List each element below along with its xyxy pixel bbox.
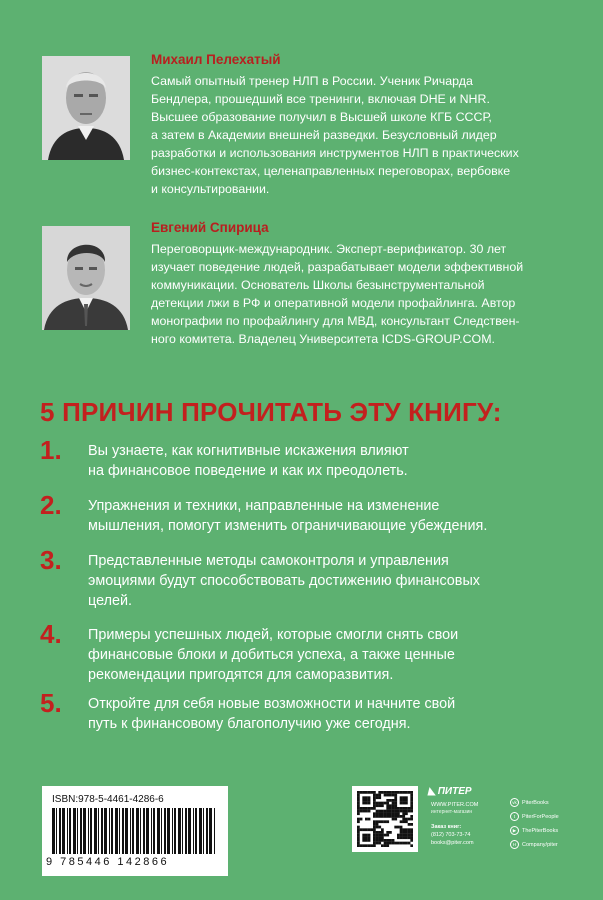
reason-line: Упражнения и техники, направленные на изменение [88,498,440,514]
reason-line: путь к финансовому благополучию уже сегодня. [88,716,411,732]
author-bio-line: а затем в Академии внешней разведки. Безусловный лидер [151,128,497,142]
publisher-store: интернет-магазин [431,809,473,815]
publisher-logo [428,786,472,797]
order-phone: (812) 703-73-74 [431,832,471,838]
author-bio-line: разработки и использования инструментов НЛП в практических [151,146,519,160]
barcode [42,786,228,876]
author-bio-line: и консультировании. [151,182,270,196]
reason-line: Примеры успешных людей, которые смогли снять свои [88,627,459,643]
social-label: PiterForPeople [522,813,559,820]
reason-line: рекомендации пригодятся для саморазвития. [88,667,394,683]
reason-text [88,551,563,611]
author-photo-2 [42,226,130,330]
social-link-telegram[interactable] [510,812,559,822]
author-bio-line: бизнес-контекстах, целенаправленных переговорах, вербовке [151,164,511,178]
author-photo-1 [42,56,130,160]
order-label: Заказ книг: [431,824,462,830]
telegram-icon: t [510,812,519,821]
piter-logo-icon: ◣ [428,786,436,797]
social-label: PiterBooks [522,799,549,806]
reason-line: финансовые блоки и добиться успеха, а также ценные [88,647,455,663]
reasons-title: 5 ПРИЧИН ПРОЧИТАТЬ ЭТУ КНИГУ: [40,397,502,427]
author-bio-line: ного комитета. Владелец Университета ICDS-GROUP.COM. [151,332,495,346]
reason-text [88,441,563,481]
habr-icon: H [510,840,519,849]
author-bio-line: коммуникации. Основатель Школы безынструментальной [151,278,485,292]
author-bio-line: Бендлера, прошедший все тренинги, включая DHE и NHR. [151,92,490,106]
author-bio-line: изучает поведение людей, разрабатывает модели эффективной [151,260,524,274]
author-bio-1 [151,72,571,198]
reason-text [88,625,563,685]
reason-line: Откройте для себя новые возможности и начните свой [88,696,456,712]
author-bio-line: Высшее образование получил в Высшей школе КГБ СССР, [151,110,492,124]
social-link-habr[interactable] [510,840,558,850]
barcode-icon [50,808,220,856]
reason-line: Представленные методы самоконтроля и управления [88,553,449,569]
social-label: Company/piter [522,841,558,848]
order-email[interactable]: books@piter.com [431,840,474,846]
reason-number: 1. [40,435,62,465]
reason-line: эмоциями будут способствовать достижению финансовых [88,573,480,589]
author-name-2: Евгений Спирица [151,220,269,235]
publisher-site[interactable]: WWW.PITER.COM [431,802,479,808]
social-link-youtube[interactable] [510,826,558,836]
reason-number: 5. [40,688,62,718]
barcode-digits: 9 785446 142866 [46,856,170,868]
reason-number: 4. [40,619,62,649]
portrait-icon [42,226,130,330]
author-bio-2 [151,240,571,348]
youtube-icon: ▶ [510,826,519,835]
author-bio-line: монографии по профайлингу для МВД, консультант Следствен- [151,314,520,328]
qr-code [352,786,418,852]
author-name-1: Михаил Пелехатый [151,52,281,67]
author-bio-line: детекции лжи в РФ и оперативной модели профайлинга. Автор [151,296,516,310]
reason-line: на финансовое поведение и как их преодолеть. [88,463,408,479]
isbn-label: ISBN:978-5-4461-4286-6 [52,794,164,805]
reason-text [88,694,563,734]
reason-line: мышления, помогут изменить ограничивающие убеждения. [88,518,488,534]
reason-line: целей. [88,593,133,609]
publisher-info [428,786,603,886]
portrait-icon [42,56,130,160]
qr-code-icon [357,791,413,847]
reason-text [88,496,563,536]
social-label: ThePiterBooks [522,827,559,834]
reason-number: 3. [40,545,62,575]
vk-icon: vk [510,798,519,807]
author-bio-line: Самый опытный тренер НЛП в России. Ученик Ричарда [151,74,473,88]
author-bio-line: Переговорщик-международник. Эксперт-верификатор. 30 лет [151,242,507,256]
social-link-vk[interactable] [510,798,549,808]
reason-line: Вы узнаете, как когнитивные искажения влияют [88,443,409,459]
publisher-logo-text: ПИТЕР [437,786,472,797]
reason-number: 2. [40,490,62,520]
